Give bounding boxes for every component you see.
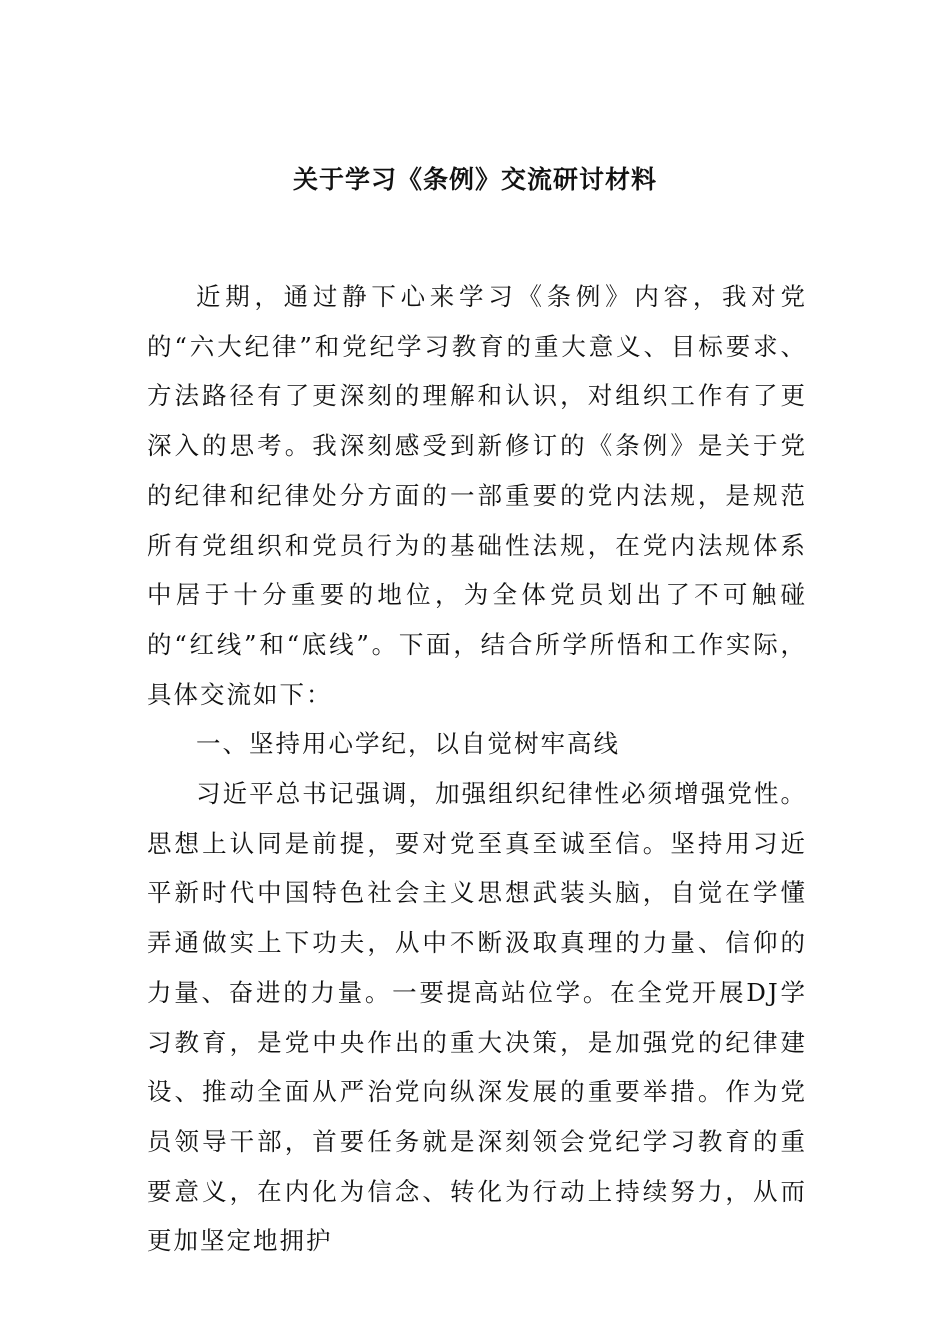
document-title: 关于学习《条例》交流研讨材料: [292, 165, 657, 194]
document-body: [147, 272, 807, 1266]
paragraph-intro: 近期，通过静下心来学习《条例》内容，我对党的“六大纪律”和党纪学习教育的重大意义、目标要求、方法路径有了更深刻的理解和认识，对组织工作有了更深入的思考。我深刻感受到新修订的《条例》是关于党的纪律和纪律处分方面的一部重要的党内法规，是规范所有党组织和党员行为的基础性法规，在党内法规体系中居于十分重要的地位，为全体党员划出了不可触碰的“红线”和“底线”。下面，结合所学所悟和工作实际，具体交流如下：: [147, 282, 807, 709]
section-heading-1: 一、坚持用心学纪，以自觉树牢高线: [196, 729, 620, 759]
paragraph-section-1: 习近平总书记强调，加强组织纪律性必须增强党性。思想上认同是前提，要对党至真至诚至信。坚持用习近平新时代中国特色社会主义思想武装头脑，自觉在学懂弄通做实上下功夫，从中不断汲取真理的力量、信仰的力量、奋进的力量。一要提高站位学。在全党开展DJ学习教育，是党中央作出的重大决策，是加强党的纪律建设、推动全面从严治党向纵深发展的重要举措。作为党员领导干部，首要任务就是深刻领会党纪学习教育的重要意义，在内化为信念、转化为行动上持续努力，从而更加坚定地拥护: [147, 779, 807, 1256]
